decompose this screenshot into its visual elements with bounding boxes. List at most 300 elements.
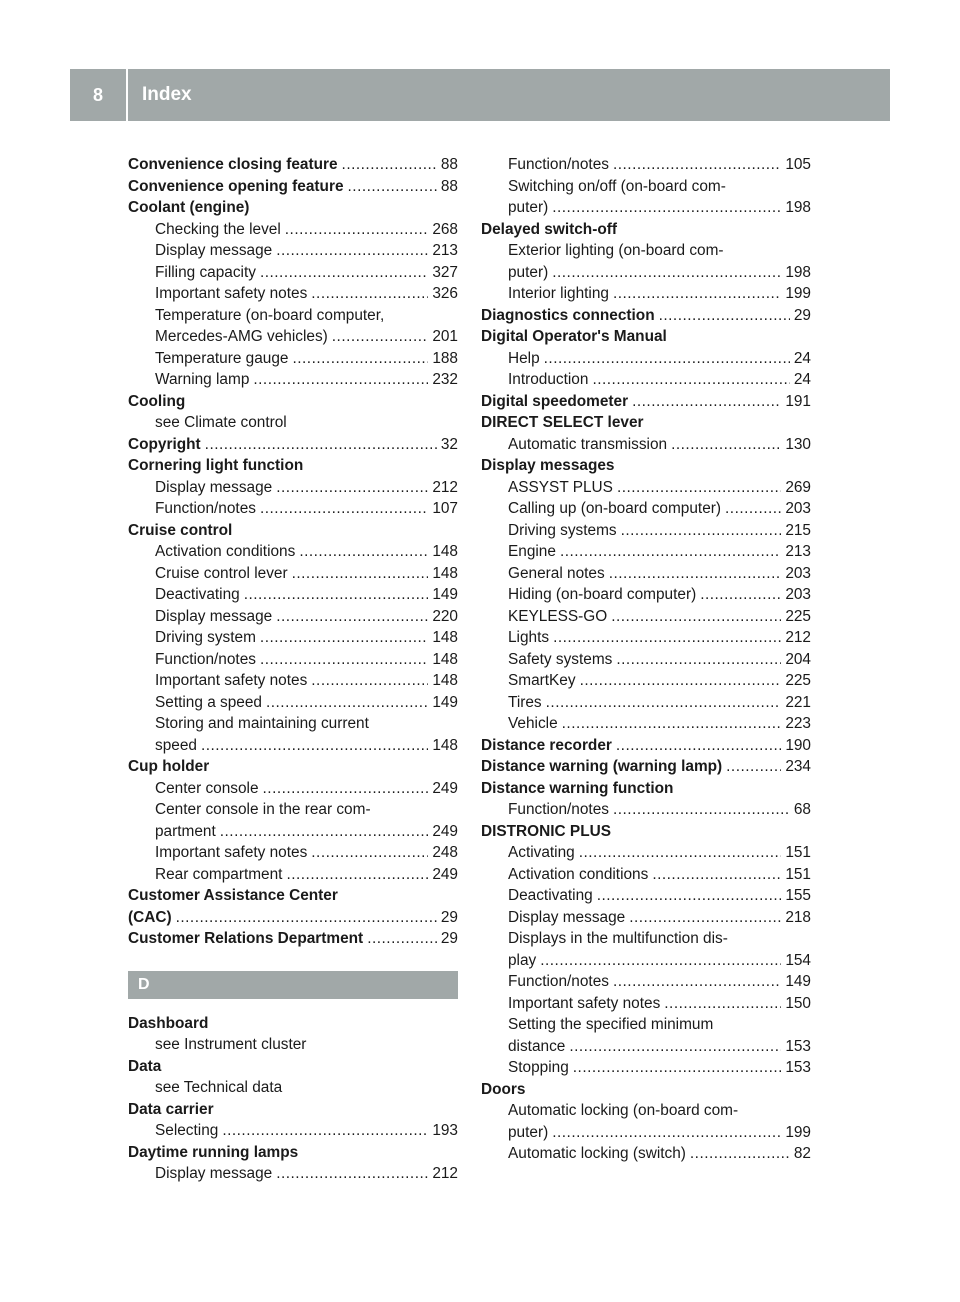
index-subentry: [481, 584, 811, 606]
dot-leader: [540, 950, 781, 972]
index-entry: [128, 1056, 458, 1078]
dot-leader: [276, 477, 428, 499]
page-reference: 24: [793, 371, 811, 388]
index-subentry: [481, 154, 811, 176]
page-reference: 269: [785, 478, 811, 496]
dot-leader: [553, 627, 781, 649]
entry-text: puter): [508, 1123, 549, 1141]
page-reference: 190: [785, 736, 811, 754]
index-subentry: [128, 735, 458, 757]
section-header: D: [128, 971, 458, 999]
dot-leader: [176, 907, 437, 929]
index-entry: [128, 455, 458, 477]
dot-leader: [286, 864, 428, 886]
page-number: 8: [92, 84, 103, 105]
index-subentry: [128, 649, 458, 671]
index-subentry: [128, 584, 458, 606]
index-subentry: [481, 1100, 811, 1122]
entry-text: Important safety notes: [155, 285, 308, 302]
entry-text: Lights: [508, 629, 550, 646]
dot-leader: [700, 584, 781, 606]
dot-leader: [311, 670, 428, 692]
index-subentry: [481, 799, 811, 821]
dot-leader: [299, 541, 428, 563]
index-column-right: [481, 154, 811, 1165]
index-entry: [128, 885, 458, 907]
index-subentry: [481, 627, 811, 649]
dot-leader: [220, 821, 429, 843]
dot-leader: [285, 219, 429, 241]
dot-leader: [552, 262, 781, 284]
page-reference: 248: [432, 844, 458, 861]
entry-text: Calling up (on-board computer): [508, 500, 722, 517]
entry-text: Cornering light function: [128, 457, 304, 474]
dot-leader: [222, 1120, 428, 1142]
page-reference: 149: [432, 693, 458, 711]
index-subentry: [481, 670, 811, 692]
index-subentry: [128, 1120, 458, 1142]
entry-text: Displays in the multifunction dis-: [508, 930, 728, 947]
entry-text: Deactivating: [508, 887, 593, 904]
dot-leader: [263, 778, 429, 800]
entry-text: Vehicle: [508, 715, 558, 732]
dot-leader: [342, 154, 437, 176]
entry-text: Important safety notes: [155, 672, 308, 689]
dot-leader: [311, 842, 428, 864]
index-subentry: [128, 1077, 458, 1099]
dot-leader: [613, 971, 781, 993]
entry-text: Mercedes-AMG vehicles): [155, 328, 328, 345]
page-reference: 130: [785, 435, 811, 453]
entry-text: Switching on/off (on-board com-: [508, 177, 726, 195]
index-subentry: [128, 606, 458, 628]
dot-leader: [726, 756, 781, 778]
dot-leader: [552, 197, 781, 219]
entry-text: Activation conditions: [155, 543, 296, 560]
entry-text: Display message: [155, 1165, 273, 1182]
entry-text: speed: [155, 736, 197, 754]
page-reference: 155: [785, 887, 811, 904]
entry-text: Display message: [155, 242, 273, 259]
entry-text: puter): [508, 199, 549, 216]
entry-text: Activation conditions: [508, 865, 649, 883]
index-subentry: [128, 563, 458, 585]
page-reference: 148: [432, 672, 458, 689]
page-reference: 29: [793, 306, 811, 324]
entry-text: Center console: [155, 779, 259, 797]
page-reference: 29: [440, 908, 458, 926]
page-reference: 249: [432, 865, 458, 883]
index-subentry: [128, 627, 458, 649]
entry-text: Important safety notes: [155, 844, 308, 861]
entry-text: Function/notes: [508, 973, 609, 990]
dot-leader: [260, 627, 428, 649]
index-entry: [481, 821, 811, 843]
dot-leader: [544, 348, 790, 370]
dot-leader: [260, 498, 428, 520]
entry-text: distance: [508, 1037, 566, 1055]
dot-leader: [597, 885, 782, 907]
page-reference: 218: [785, 908, 811, 926]
index-subentry: [481, 950, 811, 972]
entry-text: Help: [508, 349, 540, 367]
entry-text: Cruise control: [128, 521, 233, 539]
dot-leader: [579, 842, 782, 864]
dot-leader: [632, 391, 781, 413]
dot-leader: [617, 477, 781, 499]
page-reference: 149: [432, 586, 458, 603]
entry-text: Display messages: [481, 457, 615, 474]
index-subentry: [128, 412, 458, 434]
entry-text: Cooling: [128, 392, 186, 410]
dot-leader: [652, 864, 781, 886]
dot-leader: [609, 563, 782, 585]
index-subentry: [128, 864, 458, 886]
entry-text: Setting the specified minimum: [508, 1016, 714, 1033]
page-reference: 212: [432, 478, 458, 496]
dot-leader: [560, 541, 781, 563]
page-reference: 201: [432, 328, 458, 345]
index-entry: [128, 154, 458, 176]
index-entry: [128, 197, 458, 219]
entry-text: Driving systems: [508, 521, 617, 539]
index-entry: [128, 928, 458, 950]
index-entry: [128, 1099, 458, 1121]
page-reference: 215: [785, 521, 811, 539]
entry-text: Cruise control lever: [155, 564, 288, 582]
entry-text: Convenience closing feature: [128, 156, 338, 173]
index-subentry: [481, 477, 811, 499]
page-reference: 212: [785, 629, 811, 646]
entry-text: DIRECT SELECT lever: [481, 414, 644, 431]
entry-text: Automatic transmission: [508, 435, 668, 453]
entry-text: Distance warning function: [481, 779, 674, 797]
dot-leader: [621, 520, 782, 542]
entry-text: Interior lighting: [508, 285, 609, 302]
dot-leader: [725, 498, 781, 520]
index-subentry: [128, 219, 458, 241]
entry-text: KEYLESS-GO: [508, 607, 608, 625]
dot-leader: [276, 1163, 428, 1185]
entry-text: Engine: [508, 543, 556, 560]
index-subentry: [481, 283, 811, 305]
page-reference: 204: [785, 650, 811, 668]
index-subentry: [128, 477, 458, 499]
index-subentry: [128, 1034, 458, 1056]
entry-text: Automatic locking (on-board com-: [508, 1102, 739, 1119]
dot-leader: [311, 283, 428, 305]
entry-text: Diagnostics connection: [481, 306, 655, 324]
entry-text: Dashboard: [128, 1014, 209, 1032]
entry-text: puter): [508, 263, 549, 281]
index-entry: [481, 756, 811, 778]
page-reference: 148: [432, 564, 458, 582]
dot-leader: [629, 907, 781, 929]
index-entry: [128, 176, 458, 198]
dot-leader: [664, 993, 781, 1015]
page-reference: 148: [432, 736, 458, 754]
page-reference: 153: [785, 1037, 811, 1055]
index-subentry: [128, 369, 458, 391]
page-reference: 249: [432, 779, 458, 797]
entry-text: Distance recorder: [481, 736, 612, 754]
page-reference: 234: [785, 758, 811, 775]
entry-text: Data: [128, 1057, 162, 1075]
entry-text: Deactivating: [155, 586, 240, 603]
index-entry: [128, 434, 458, 456]
dot-leader: [348, 176, 437, 198]
page-reference: 221: [785, 693, 811, 711]
entry-text: Exterior lighting (on-board com-: [508, 242, 724, 259]
entry-text: ASSYST PLUS: [508, 478, 613, 496]
index-subentry: [481, 1014, 811, 1036]
index-subentry: [128, 713, 458, 735]
dot-leader: [552, 1122, 781, 1144]
entry-text: Tires: [508, 693, 542, 711]
page-reference: 88: [440, 177, 458, 195]
entry-text: Checking the level: [155, 220, 281, 238]
dot-leader: [292, 563, 429, 585]
page-reference: 203: [785, 500, 811, 517]
dot-leader: [201, 735, 428, 757]
entry-text: partment: [155, 822, 216, 840]
entry-text: Center console in the rear com-: [155, 801, 371, 818]
entry-text: Automatic locking (switch): [508, 1145, 686, 1162]
page-reference: 154: [785, 951, 811, 969]
entry-text: General notes: [508, 564, 605, 582]
index-subentry: [481, 541, 811, 563]
page-reference: 32: [440, 435, 458, 453]
index-column-left: [128, 154, 458, 1185]
index-subentry: [481, 606, 811, 628]
entry-text: play: [508, 951, 537, 969]
page-title: Index: [142, 84, 192, 105]
dot-leader: [611, 606, 781, 628]
index-subentry: [128, 305, 458, 327]
index-entry: [481, 455, 811, 477]
entry-text: Hiding (on-board computer): [508, 586, 697, 603]
index-subentry: [481, 971, 811, 993]
page-reference: 153: [785, 1059, 811, 1076]
index-subentry: [481, 649, 811, 671]
dot-leader: [573, 1057, 782, 1079]
dot-leader: [244, 584, 429, 606]
page-reference: 148: [432, 629, 458, 646]
entry-text: Coolant (engine): [128, 199, 250, 216]
index-entry: [128, 756, 458, 778]
index-subentry: [481, 369, 811, 391]
page-reference: 151: [785, 844, 811, 861]
index-subentry: [481, 928, 811, 950]
entry-text: Digital speedometer: [481, 392, 629, 410]
entry-text: Filling capacity: [155, 263, 256, 281]
index-subentry: [481, 692, 811, 714]
index-subentry: [481, 498, 811, 520]
entry-text: Activating: [508, 844, 575, 861]
entry-text: Safety systems: [508, 650, 613, 668]
page-reference: 193: [432, 1122, 458, 1139]
entry-text: Display message: [155, 607, 273, 625]
page-reference: 148: [432, 650, 458, 668]
page-reference: 150: [785, 994, 811, 1012]
index-subentry: [128, 692, 458, 714]
index-subentry: [481, 262, 811, 284]
entry-text: DISTRONIC PLUS: [481, 822, 611, 840]
page-reference: 68: [793, 801, 811, 818]
page-reference: 220: [432, 607, 458, 625]
index-entry: [128, 907, 458, 929]
index-entry: [481, 219, 811, 241]
index-entry: [481, 305, 811, 327]
dot-leader: [613, 283, 781, 305]
page-reference: 203: [785, 564, 811, 582]
page-reference: 249: [432, 822, 458, 840]
page-reference: 191: [785, 392, 811, 410]
dot-leader: [260, 649, 428, 671]
entry-text: Function/notes: [508, 156, 609, 173]
page-reference: 82: [793, 1145, 811, 1162]
index-entry: [481, 412, 811, 434]
index-entry: [481, 391, 811, 413]
entry-text: see Instrument cluster: [155, 1036, 307, 1053]
index-entry: [128, 1013, 458, 1035]
entry-text: Customer Assistance Center: [128, 887, 338, 904]
dot-leader: [276, 240, 428, 262]
entry-text: Distance warning (warning lamp): [481, 758, 723, 775]
page-reference: 212: [432, 1165, 458, 1182]
entry-text: Delayed switch-off: [481, 220, 617, 238]
page-reference: 29: [440, 930, 458, 947]
dot-leader: [580, 670, 782, 692]
entry-text: Display message: [155, 478, 273, 496]
index-entry: [128, 1142, 458, 1164]
dot-leader: [367, 928, 437, 950]
page-reference: 199: [785, 1123, 811, 1141]
entry-text: Function/notes: [155, 500, 256, 517]
dot-leader: [616, 649, 781, 671]
index-subentry: [481, 842, 811, 864]
page-reference: 105: [785, 156, 811, 173]
index-entry: [481, 735, 811, 757]
page-reference: 24: [793, 349, 811, 367]
dot-leader: [253, 369, 428, 391]
page-reference: 225: [785, 607, 811, 625]
page-reference: 326: [432, 285, 458, 302]
entry-text: Warning lamp: [155, 371, 250, 388]
index-entry: [128, 391, 458, 413]
index-entry: [481, 326, 811, 348]
page-reference: 198: [785, 199, 811, 216]
index-entry: [481, 1079, 811, 1101]
page-header: [70, 69, 890, 121]
index-subentry: [128, 240, 458, 262]
entry-text: Important safety notes: [508, 994, 661, 1012]
index-subentry: [481, 993, 811, 1015]
page-reference: 198: [785, 263, 811, 281]
entry-text: Digital Operator's Manual: [481, 328, 667, 345]
index-subentry: [128, 778, 458, 800]
page-reference: 149: [785, 973, 811, 990]
dot-leader: [205, 434, 437, 456]
entry-text: Daytime running lamps: [128, 1143, 299, 1161]
dot-leader: [592, 369, 789, 391]
dot-leader: [332, 326, 429, 348]
entry-text: SmartKey: [508, 672, 576, 689]
index-subentry: [128, 541, 458, 563]
dot-leader: [613, 154, 781, 176]
entry-text: Display message: [508, 908, 626, 926]
page-reference: 268: [432, 220, 458, 238]
index-subentry: [128, 326, 458, 348]
page-reference: 225: [785, 672, 811, 689]
dot-leader: [546, 692, 782, 714]
index-subentry: [128, 799, 458, 821]
index-subentry: [481, 563, 811, 585]
entry-text: Copyright: [128, 435, 201, 453]
index-subentry: [481, 1143, 811, 1165]
index-subentry: [128, 348, 458, 370]
entry-text: Driving system: [155, 629, 256, 646]
page-reference: 199: [785, 285, 811, 302]
dot-leader: [613, 799, 790, 821]
index-subentry: [481, 348, 811, 370]
index-subentry: [481, 520, 811, 542]
dot-leader: [690, 1143, 790, 1165]
index-entry: [481, 778, 811, 800]
page-reference: 88: [440, 156, 458, 173]
dot-leader: [292, 348, 428, 370]
index-subentry: [128, 498, 458, 520]
entry-text: Introduction: [508, 371, 589, 388]
index-subentry: [481, 1036, 811, 1058]
entry-text: Customer Relations Department: [128, 930, 364, 947]
entry-text: Selecting: [155, 1122, 219, 1139]
entry-text: Rear compartment: [155, 865, 283, 883]
page-reference: 213: [785, 543, 811, 560]
entry-text: (CAC): [128, 908, 172, 926]
entry-text: Temperature gauge: [155, 349, 289, 367]
header-divider: [126, 69, 128, 121]
dot-leader: [266, 692, 428, 714]
page-reference: 327: [432, 263, 458, 281]
page-reference: 213: [432, 242, 458, 259]
page-reference: 107: [432, 500, 458, 517]
dot-leader: [671, 434, 781, 456]
entry-text: Temperature (on-board computer,: [155, 306, 385, 324]
entry-text: see Climate control: [155, 414, 287, 431]
index-subentry: [128, 821, 458, 843]
index-subentry: [481, 1122, 811, 1144]
index-subentry: [128, 1163, 458, 1185]
entry-text: Data carrier: [128, 1100, 214, 1118]
page-reference: 151: [785, 865, 811, 883]
index-subentry: [481, 176, 811, 198]
page-reference: 188: [432, 349, 458, 367]
index-subentry: [481, 885, 811, 907]
index-subentry: [481, 240, 811, 262]
dot-leader: [616, 735, 781, 757]
entry-text: Function/notes: [155, 650, 256, 668]
page-reference: 232: [432, 371, 458, 388]
entry-text: Setting a speed: [155, 693, 262, 711]
index-subentry: [128, 842, 458, 864]
index-subentry: [481, 434, 811, 456]
page-reference: 148: [432, 543, 458, 560]
index-subentry: [481, 907, 811, 929]
entry-text: Doors: [481, 1080, 526, 1098]
index-subentry: [481, 1057, 811, 1079]
index-subentry: [128, 283, 458, 305]
